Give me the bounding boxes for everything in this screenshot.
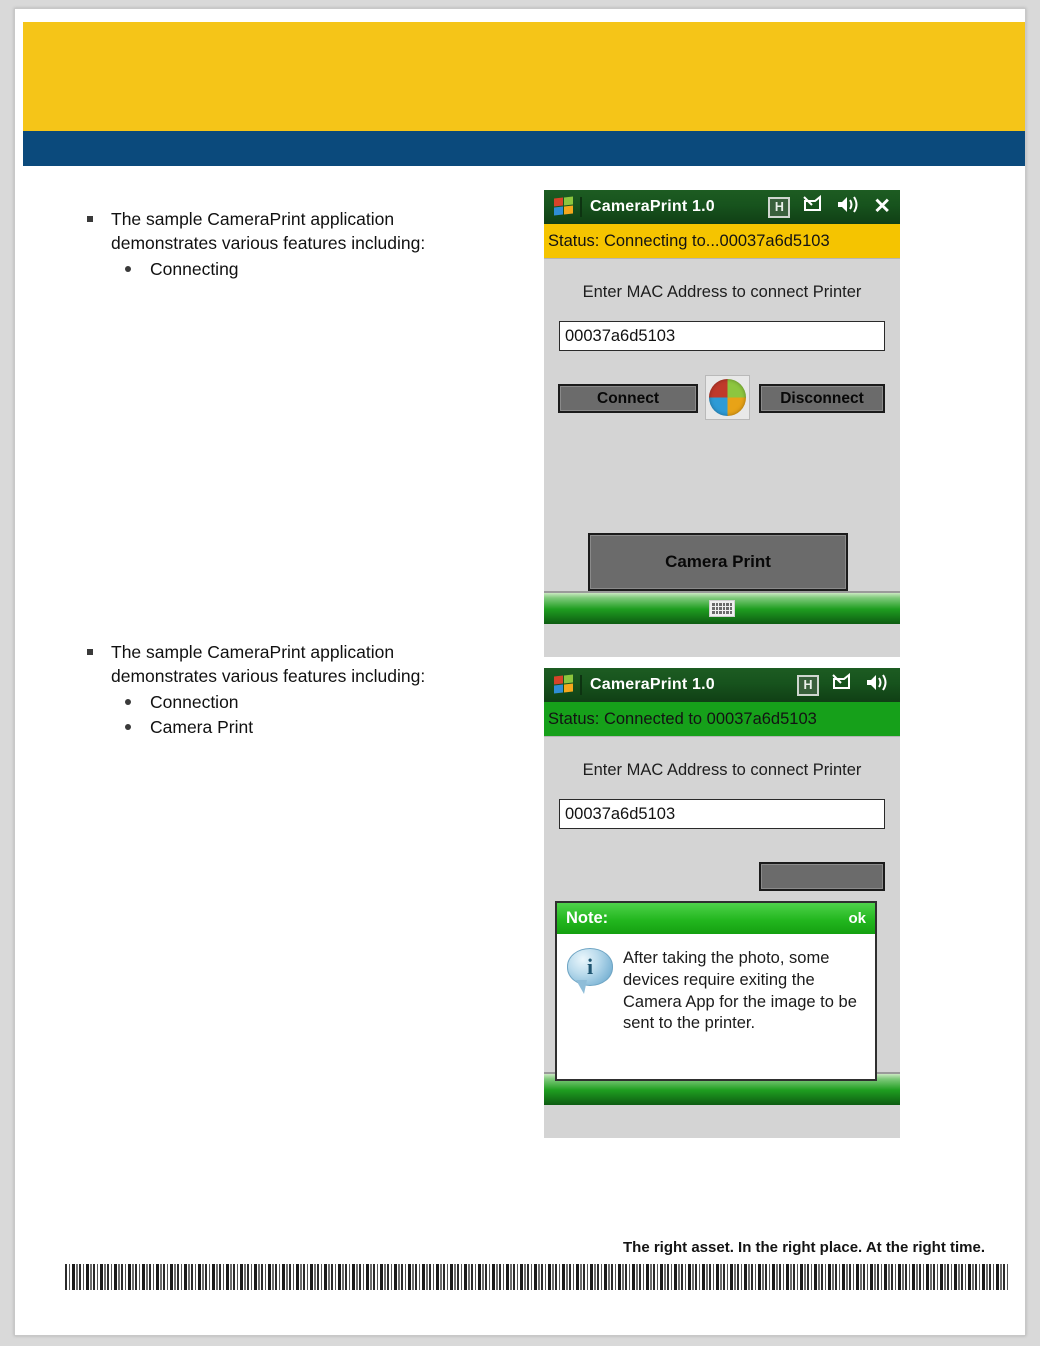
square-bullet-icon <box>87 216 93 222</box>
device-screenshot-connected <box>544 668 900 1138</box>
slide2-sub-bullet-1 <box>75 716 475 740</box>
home-icon[interactable]: H <box>797 675 819 696</box>
windows-logo-icon <box>553 197 575 217</box>
device1-title-icons <box>768 195 891 219</box>
device1-mac-input[interactable]: 00037a6d5103 <box>559 321 885 351</box>
device-screenshot-connecting <box>544 190 900 657</box>
device2-title-bar <box>544 668 900 702</box>
close-icon[interactable]: ✕ <box>873 194 891 218</box>
slide2-sub-bullet-0 <box>75 691 475 715</box>
rotate-screen-icon[interactable] <box>830 673 854 697</box>
round-bullet-icon <box>125 266 131 272</box>
device1-status-bar: Status: Connecting to...00037a6d5103 <box>544 224 900 259</box>
device1-camera-print-button[interactable]: Camera Print <box>588 533 848 591</box>
windows-logo-icon <box>553 675 575 695</box>
slide-page <box>14 8 1026 1336</box>
round-bullet-icon <box>125 699 131 705</box>
note-dialog-body <box>557 934 875 1079</box>
slide1-bullet-list <box>75 208 475 281</box>
device2-mac-input[interactable]: 00037a6d5103 <box>559 799 885 829</box>
device2-body <box>544 737 900 1105</box>
info-icon <box>567 948 615 996</box>
title-divider <box>580 197 582 217</box>
banner-yellow-band <box>23 22 1026 131</box>
slide2-main-bullet-text: The sample CameraPrint application demonstrates various features including: <box>111 642 426 686</box>
title-divider <box>580 675 582 695</box>
color-wheel-busy-icon <box>709 379 746 416</box>
device2-disconnect-button[interactable] <box>759 862 885 891</box>
header-banner <box>23 22 1026 166</box>
footer-tagline: The right asset. In the right place. At the right time. <box>623 1239 985 1256</box>
home-icon[interactable]: H <box>768 197 790 218</box>
device2-mac-label: Enter MAC Address to connect Printer <box>582 761 862 779</box>
footer-barcode <box>65 1264 1010 1290</box>
speaker-icon[interactable] <box>836 195 862 219</box>
device2-status-bar: Status: Connected to 00037a6d5103 <box>544 702 900 737</box>
slide2-main-bullet <box>75 641 475 689</box>
info-bubble-tail <box>576 980 587 994</box>
device1-title-bar <box>544 190 900 224</box>
rotate-screen-icon[interactable] <box>801 195 825 219</box>
slide1-sub-bullet-text-0: Connecting <box>150 258 239 279</box>
slide1-main-bullet <box>75 208 475 256</box>
slide2-sub-bullet-text-0: Connection <box>150 691 239 712</box>
square-bullet-icon <box>87 649 93 655</box>
device2-app-title: CameraPrint 1.0 <box>590 676 715 693</box>
round-bullet-icon <box>125 724 131 730</box>
keyboard-icon[interactable] <box>709 600 735 617</box>
device1-mac-label: Enter MAC Address to connect Printer <box>582 283 862 301</box>
note-dialog-title: Note: <box>566 909 609 927</box>
slide1-sub-bullet-0 <box>75 258 475 282</box>
banner-blue-band <box>23 131 1026 166</box>
slide2-sub-bullet-text-1: Camera Print <box>150 717 254 738</box>
speaker-icon[interactable] <box>865 673 891 697</box>
device1-soft-keyboard-bar[interactable] <box>544 591 900 624</box>
note-dialog <box>555 901 877 1081</box>
device2-title-icons <box>797 673 891 697</box>
note-dialog-title-bar <box>557 903 875 934</box>
device1-app-title: CameraPrint 1.0 <box>590 198 715 215</box>
slide2-bullet-list <box>75 641 475 740</box>
slide1-main-bullet-text: The sample CameraPrint application demonstrates various features including: <box>111 209 426 253</box>
info-bubble: i <box>567 948 613 986</box>
device1-connect-button[interactable]: Connect <box>558 384 698 413</box>
note-dialog-ok-button[interactable]: ok <box>848 910 866 927</box>
note-dialog-message: After taking the photo, some devices require exiting the Camera App for the image to be sent to the printer. <box>623 949 857 1033</box>
busy-spinner-icon <box>705 375 750 420</box>
device1-body <box>544 259 900 624</box>
device1-disconnect-button[interactable]: Disconnect <box>759 384 885 413</box>
